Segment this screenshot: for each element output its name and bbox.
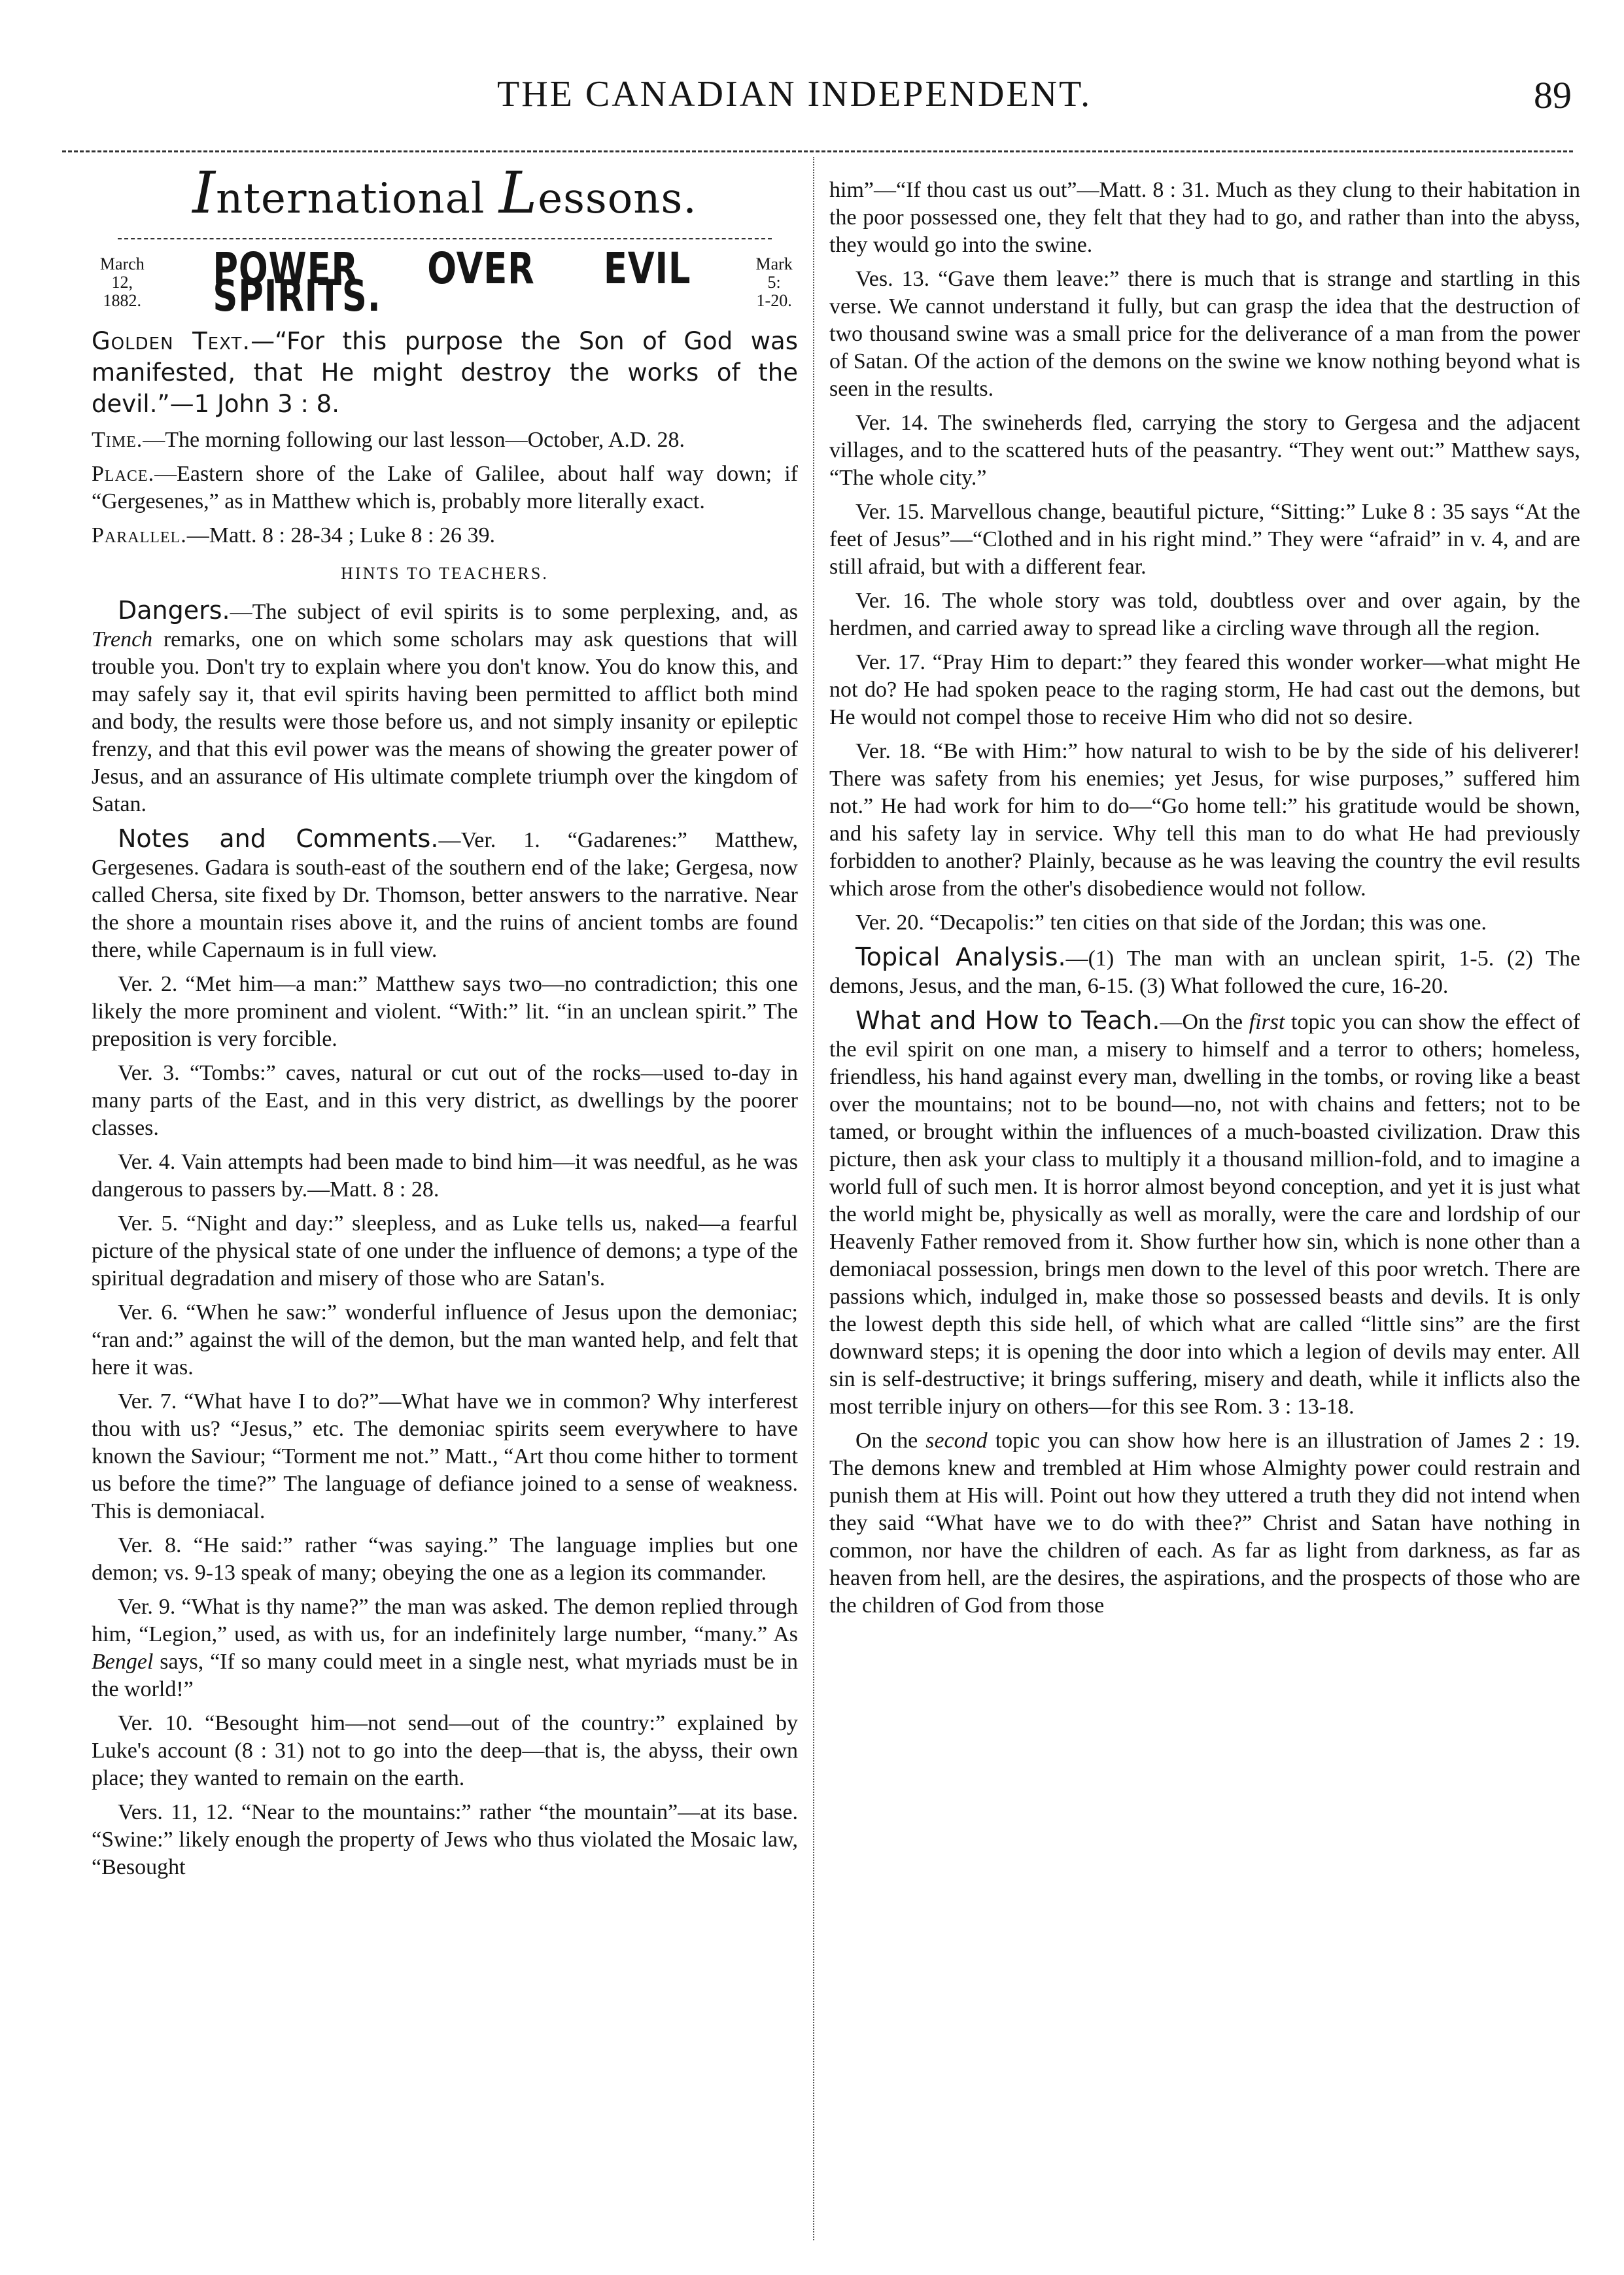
verse-note: Ver. 5. “Night and day:” sleepless, and as Luke tells us, naked—a fearful picture of the physical state of one under the influence of demons; a type of the spiritual degradation and misery of those who are Satan's. xyxy=(92,1211,798,1291)
golden-text: Golden Text.—“For this purpose the Son of God was manifested, that He might destroy the works of the devil.”—1 John 3 : 8. xyxy=(92,327,798,418)
continued-paragraph: him”—“If thou cast us out”—Matt. 8 : 31. Much as they clung to their habitation in the poor possessed one, they felt that they had to go, and rather than into the abyss, they would go into the swine. xyxy=(829,178,1580,257)
section-title: International Lessons. xyxy=(192,159,697,226)
lesson-date: March 12, 1882. xyxy=(99,254,145,310)
page-number: 89 xyxy=(1534,74,1572,116)
verse-note: Ver. 6. “When he saw:” wonderful influence of Jesus upon the demoniac; “ran and:” against the will of the demon, but the man wanted help, and felt that here it was. xyxy=(92,1300,798,1380)
place-paragraph: Place.—Eastern shore of the Lake of Galilee, about half way down; if “Gergesenes,” as in Matthew which is, probably more literally exact. xyxy=(92,462,798,513)
verse-note: Ver. 4. Vain attempts had been made to bind him—it was needful, as he was dangerous to passers by.—Matt. 8 : 28. xyxy=(92,1150,798,1202)
section-rule xyxy=(118,238,772,239)
lesson-header xyxy=(92,243,798,321)
dangers-paragraph: Dangers.—The subject of evil spirits is to some perplexing, and, as Trench remarks, one on which some scholars may ask questions that will trouble you. Don't try to explain where you don't know. You do know this, and may safely say it, that evil spirits having been permitted to afflict both mind and body, the results were those before us, and not simply insanity or epileptic frenzy, and that this evil power was the means of showing the greater power of Jesus, and an assurance of His ultimate complete triumph over the kingdom of Satan. xyxy=(92,596,798,816)
header-rule xyxy=(62,150,1573,152)
verse-note: Ver. 9. “What is thy name?” the man was asked. The demon replied through him, “Legion,” used, as with us, for an indefinitely large number, “many.” As Bengel says, “If so many could meet in a single nest, what myriads must be in the world!” xyxy=(92,1595,798,1701)
topical-analysis: Topical Analysis.—(1) The man with an unclean spirit, 1-5. (2) The demons, Jesus, and the man, 6-15. (3) What followed the cure, 16-20. xyxy=(829,943,1580,998)
hints-heading: HINTS TO TEACHERS. xyxy=(341,564,549,583)
left-column xyxy=(92,159,798,1888)
right-column xyxy=(829,177,1580,1626)
lesson-reference: Mark 5: 1-20. xyxy=(755,254,793,310)
verse-note: Ver. 14. The swineherds fled, carrying the story to Gergesa and the adjacent villages, and to the scattered huts of the peasantry. “They went out:” Matthew says, “The whole city.” xyxy=(829,411,1580,490)
verse-note: Ver. 10. “Besought him—not send—out of the country:” explained by Luke's account (8 : 31) not to go into the deep—that is, the abyss, their own place; they wanted to remain on the earth. xyxy=(92,1711,798,1790)
column-divider xyxy=(813,157,814,2240)
verse-note: Ver. 20. “Decapolis:” ten cities on that side of the Jordan; this was one. xyxy=(855,911,1487,935)
verse-note: Ver. 8. “He said:” rather “was saying.” The language implies but one demon; vs. 9-13 speak of many; obeying the one as a legion its commander. xyxy=(92,1533,798,1585)
verse-note: Ver. 7. “What have I to do?”—What have we in common? Why interferest thou with us? “Jesus,” etc. The demoniac spirits seem everywhere to have known the Saviour; “Torment me not.” Matt., “Art thou come hither to torment us before the time?” The language of defiance joined to a sense of weakness. This is demoniacal. xyxy=(92,1389,798,1523)
verse-note: Ver. 2. “Met him—a man:” Matthew says two—no contradiction; this one likely the more prominent and violent. “With:” lit. “in an unclean spirit.” The preposition is very forcible. xyxy=(92,972,798,1051)
lesson-title: POWER OVER EVIL SPIRITS. xyxy=(212,243,691,321)
second-topic-paragraph: On the second topic you can show how here is an illustration of James 2 : 19. The demons knew and trembled at Him whose Almighty power could restrain and punish them at His will. Point out how they uttered a truth they did not intend when they said “What have we to do with thee?” Christ and Satan have nothing in common, nor have the children of each. As far as light from darkness, as far as heaven from hell, are the desires, the aspirations, and the prospects of those who are the children of God from those xyxy=(829,1429,1580,1618)
verse-note: Ves. 13. “Gave them leave:” there is much that is strange and startling in this verse. We cannot understand it fully, but can grasp the idea that the destruction of two thousand swine was a small price for the deliverance of a man from the power of Satan. Of the action of the demons on the swine we know nothing beyond what is seen in the results. xyxy=(829,267,1580,401)
parallel-paragraph: Parallel.—Matt. 8 : 28-34 ; Luke 8 : 26 39. xyxy=(92,523,495,547)
verse-note: Ver. 18. “Be with Him:” how natural to wish to be by the side of his deliverer! There was safety from his enemies; yet Jesus, for wise purposes,” suffered him not.” He had work for him to do—“Go home tell:” his gratitude would be shown, and his safety lay in service. Why tell this man to do what He had previously forbidden to another? Plainly, because as he was leaving the country the evil results which arose from the other's disobedience would not follow. xyxy=(829,739,1580,901)
verse-note: Vers. 11, 12. “Near to the mountains:” rather “the mountain”—at its base. “Swine:” likely enough the property of Jews who thus violated the Mosaic law, “Besought xyxy=(92,1800,798,1879)
verse-note: Ver. 3. “Tombs:” caves, natural or cut out of the rocks—used to-day in many parts of the East, and in this very district, as dwellings by the poorer classes. xyxy=(92,1061,798,1140)
time-paragraph: Time.—The morning following our last lesson—October, A.D. 28. xyxy=(92,428,685,452)
verse-note: Ver. 17. “Pray Him to depart:” they feared this wonder worker—what might He not do? He had spoken peace to the raging storm, He had cast out the demons, but He would not compel those to receive Him who did not so desire. xyxy=(829,650,1580,729)
verse-note: Ver. 15. Marvellous change, beautiful picture, “Sitting:” Luke 8 : 35 says “At the feet of Jesus”—“Clothed and in his right mind.” They were “afraid” in v. 4, and are still afraid, but with a different fear. xyxy=(829,500,1580,579)
verse-note: Ver. 16. The whole story was told, doubtless over and over again, by the herdmen, and carried away to spread like a circling wave through all the region. xyxy=(829,589,1580,640)
journal-title: THE CANADIAN INDEPENDENT. xyxy=(497,74,1092,114)
running-head xyxy=(0,73,1624,126)
what-and-how-to-teach: What and How to Teach.—On the first topic you can show the effect of the evil spirit on one man, a misery to himself and a terror to others; homeless, friendless, his hand against every man, dwelling in the tombs, or roving like a beast over the mountains; not to be bound—no, not with chains and fetters; not to be tamed, or brought within the influences of a much-boasted civilization. Draw this picture, then ask your class to multiply it a thousand million-fold, and to imagine a world full of such men. It is horror almost beyond conception, and yet it is just what the world might be, physically as well as morally, were the care and lordship of our Heavenly Father removed from it. Show further how sin, which is none other than a demoniacal possession, brings men down to the level of this poor wretch. There are passions which, indulged in, make those so possessed beasts and devils. It is only the lowest depth this side hell, of which what are called “little sins” are the first downward steps; it is opening the door into which a legion of devils may enter. All sin is self-destructive; it brings suffering, misery and death, while it inflicts also the most terrible injury on others—for this see Rom. 3 : 13-18. xyxy=(829,1006,1580,1419)
notes-paragraph: Notes and Comments.—Ver. 1. “Gadarenes:” Matthew, Gergesenes. Gadara is south-east of the southern end of the lake; Gergesa, now called Chersa, site fixed by Dr. Thomson, better answers to the narrative. Near the shore a mountain rises above it, and the ruins of ancient tombs are found there, while Capernaum is in full view. xyxy=(92,824,798,962)
